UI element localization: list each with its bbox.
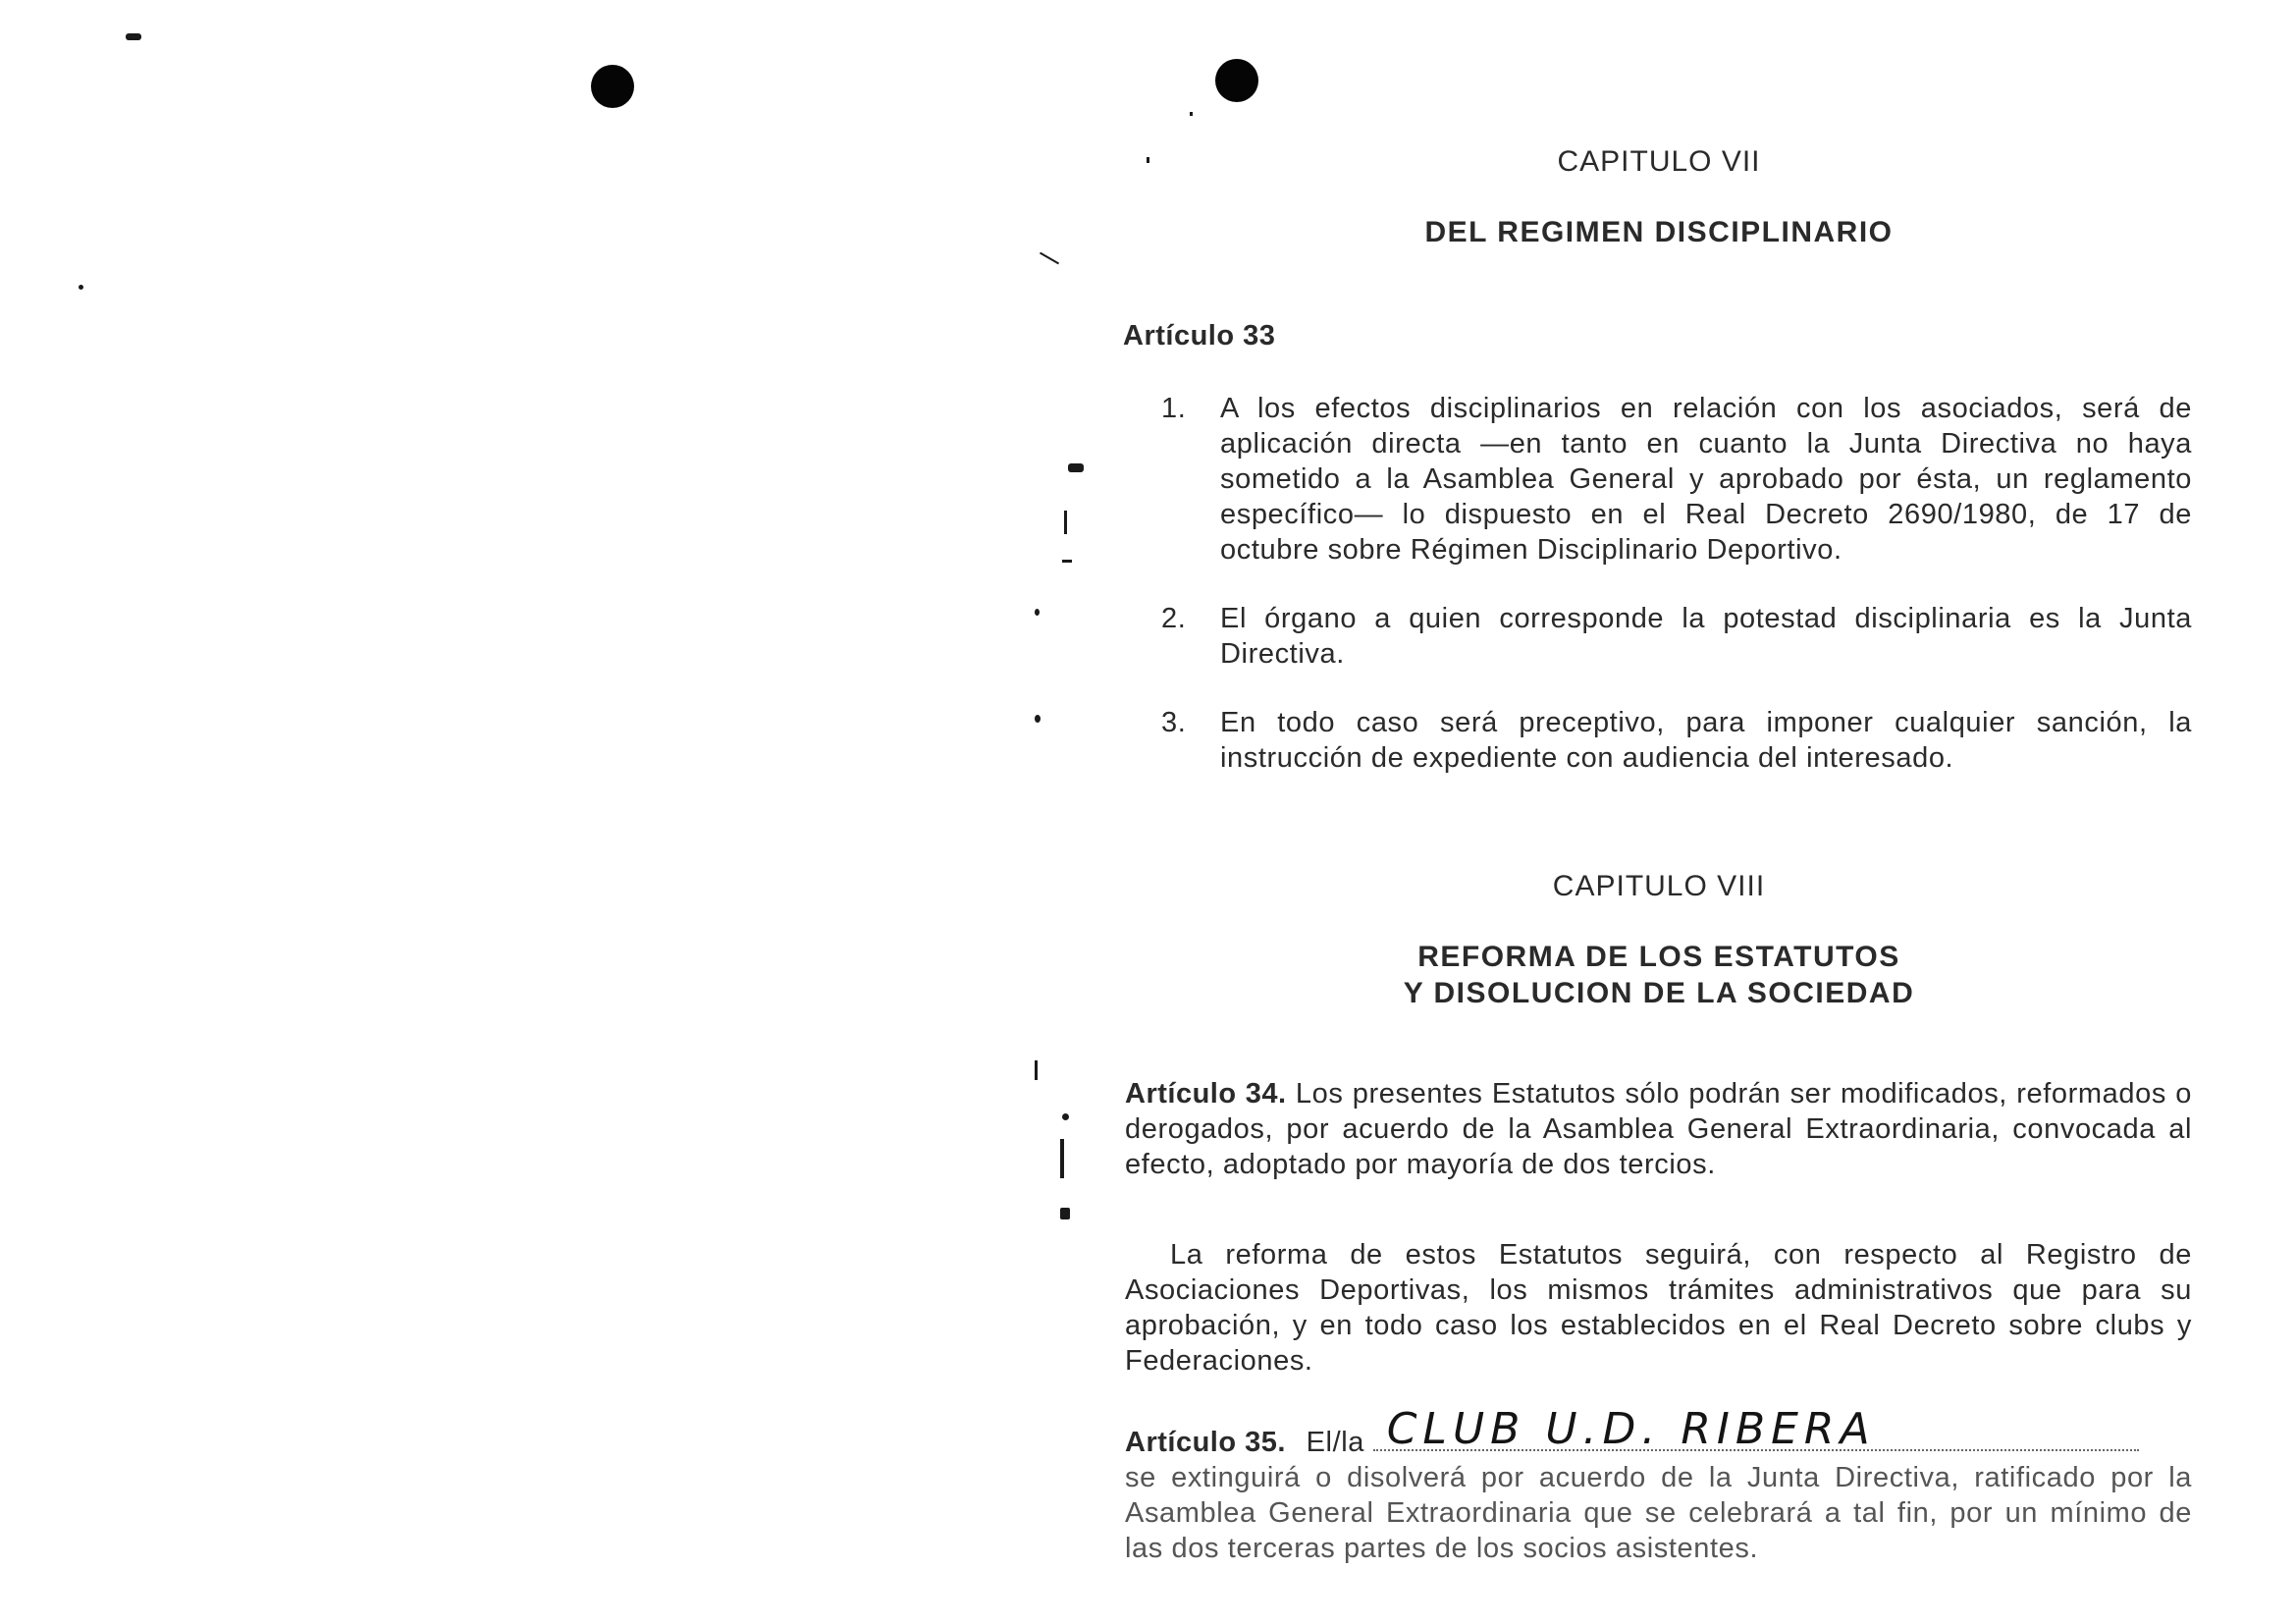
item-number: 3.: [1161, 707, 1187, 738]
item-number: 1.: [1161, 393, 1187, 424]
article-34: [1125, 1076, 2192, 1182]
item-number: 2.: [1161, 603, 1187, 634]
handwritten-club-name: CLUB U.D. RIBERA: [1386, 1404, 1876, 1454]
chapter-7-title: DEL REGIMEN DISCIPLINARIO: [1424, 216, 1894, 248]
scan-speck: [1064, 511, 1067, 534]
scan-speck: [1060, 1208, 1070, 1219]
scan-speck: [1035, 1060, 1038, 1080]
club-name-fill-line: [1373, 1404, 2139, 1454]
scan-speck: [79, 285, 83, 290]
article-34-text: Los presentes Estatutos sólo podrán ser modificados, reformados o derogados, por acuerdo de la Asamblea General Extraordinaria, convocada al efecto, adoptado por mayoría de dos tercios.: [1125, 1078, 2192, 1180]
scan-speck: [1035, 715, 1041, 723]
scan-speck: [1060, 1139, 1064, 1178]
chapter-8-title-line-2: Y DISOLUCION DE LA SOCIEDAD: [1403, 977, 1915, 1009]
chapter-8-label: CAPITULO VIII: [1552, 870, 1766, 902]
article-33-item-1: [1161, 391, 2192, 568]
article-34-label: Artículo 34.: [1125, 1078, 1287, 1110]
article-33-label: Artículo 33: [1123, 320, 1276, 352]
article-35: [1125, 1404, 2192, 1566]
article-33-item-3: [1161, 705, 2192, 776]
scan-speck: [1062, 1113, 1069, 1120]
chapter-8-title: [1119, 939, 2199, 1011]
punch-hole-right: [1215, 59, 1258, 102]
scan-speck: [1040, 252, 1059, 265]
article-35-prefix: El/la: [1306, 1427, 1365, 1458]
article-35-label: Artículo 35.: [1125, 1427, 1286, 1458]
scan-speck: [1190, 112, 1193, 116]
punch-hole-left: [591, 65, 634, 108]
scan-speck: [1062, 560, 1072, 563]
chapter-7-label: CAPITULO VII: [1557, 145, 1761, 178]
article-35-text: se extinguirá o disolverá por acuerdo de la Junta Directiva, ratificado por la Asamblea General Extraordinaria que se celebrará a tal fin, por un mínimo de las dos terceras partes de los socios asistentes.: [1125, 1462, 2192, 1564]
item-text: El órgano a quien corresponde la potestad disciplinaria es la Junta Directiva.: [1220, 603, 2192, 670]
chapter-8-title-line-1: REFORMA DE LOS ESTATUTOS: [1417, 941, 1900, 973]
article-33-item-2: [1161, 601, 2192, 672]
article-34-paragraph-2: La reforma de estos Estatutos seguirá, con respecto al Registro de Asociaciones Deportivas, los mismos trámites administrativos que para su aprobación, y en todo caso los establecidos en el Real Decreto sobre clubs y Federaciones.: [1125, 1239, 2192, 1377]
scan-speck: [126, 33, 141, 40]
scan-speck: [1035, 609, 1040, 616]
item-text: A los efectos disciplinarios en relación con los asociados, será de aplicación directa —en tanto en cuanto la Junta Directiva no haya sometido a la Asamblea General y aprobado por ésta, un reglamento específico— lo dispuesto en el Real Decreto 2690/1980, de 17 de octubre sobre Régimen Disciplinario Deportivo.: [1220, 393, 2192, 566]
item-text: En todo caso será preceptivo, para imponer cualquier sanción, la instrucción de expediente con audiencia del interesado.: [1220, 707, 2192, 774]
scan-speck: [1068, 463, 1084, 472]
